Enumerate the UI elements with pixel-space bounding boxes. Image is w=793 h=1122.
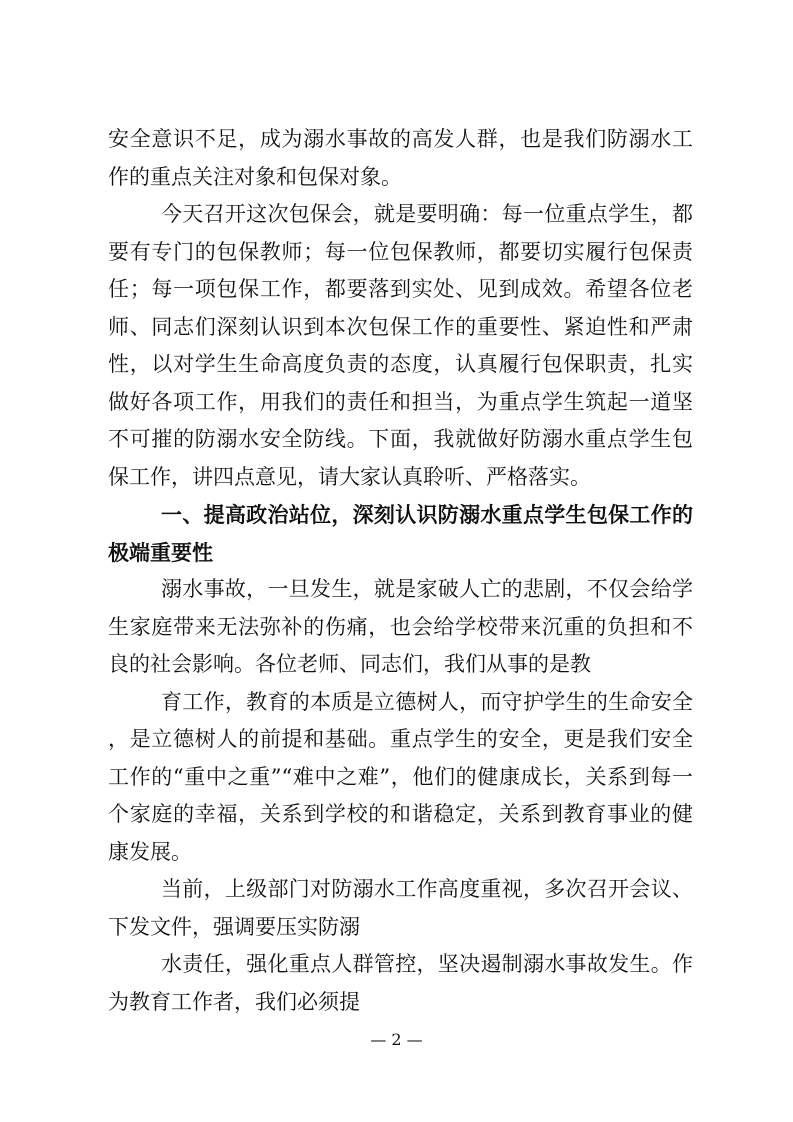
page-number: — 2 —: [370, 1030, 423, 1049]
text-line: 不可摧的防溺水安全防线。下面，我就做好防溺水重点学生包: [108, 427, 693, 451]
text-line: 保工作，讲四点意见，请大家认真聆听、严格落实。: [108, 464, 591, 489]
text-line: 性，以对学生生命高度负责的态度，认真履行包保职责，扎实: [108, 352, 693, 376]
text-line: 极端重要性: [108, 539, 213, 565]
text-line: 个家庭的幸福，关系到学校的和谐稳定，关系到教育事业的健: [108, 802, 693, 826]
text-line: 今天召开这次包保会，就是要明确：每一位重点学生，都: [161, 202, 693, 226]
text-line: 一、提高政治站位，深刻认识防溺水重点学生包保工作的: [161, 502, 693, 527]
paragraph: [108, 946, 693, 1021]
text-line: 安全意识不足，成为溺水事故的高发人群，也是我们防溺水工: [108, 127, 693, 151]
paragraph: [108, 684, 693, 872]
text-line: 育工作，教育的本质是立德树人，而守护学生的生命安全: [161, 689, 693, 714]
text-line: ，是立德树人的前提和基础。重点学生的安全，更是我们安全: [108, 727, 693, 751]
text-line: 工作的“重中之重”“难中之难”，他们的健康成长，关系到每一: [108, 764, 693, 789]
text-line: 生家庭带来无法弥补的伤痛，也会给学校带来沉重的负担和不: [108, 614, 693, 639]
paragraph: [108, 121, 693, 196]
text-line: 当前，上级部门对防溺水工作高度重视，多次召开会议、: [161, 877, 693, 901]
text-line: 良的社会影响。各位老师、同志们，我们从事的是教: [108, 652, 591, 676]
text-line: 做好各项工作，用我们的责任和担当，为重点学生筑起一道坚: [108, 389, 693, 414]
document-body: [108, 121, 693, 1021]
paragraph: [108, 196, 693, 496]
text-line: 作的重点关注对象和包保对象。: [108, 164, 402, 189]
text-line: 要有专门的包保教师；每一位包保教师，都要切实履行包保责: [108, 239, 693, 264]
text-line: 师、同志们深刻认识到本次包保工作的重要性、紧迫性和严肃: [108, 314, 693, 339]
text-line: 康发展。: [108, 839, 192, 864]
text-line: 为教育工作者，我们必须提: [108, 989, 360, 1014]
text-line: 下发文件，强调要压实防溺: [108, 914, 360, 939]
text-line: 任；每一项包保工作，都要落到实处、见到成效。希望各位老: [108, 277, 693, 301]
text-line: 溺水事故，一旦发生，就是家破人亡的悲剧，不仅会给学: [161, 577, 693, 601]
text-line: 水责任，强化重点人群管控，坚决遏制溺水事故发生。作: [161, 952, 693, 976]
paragraph: [108, 871, 693, 946]
section-heading: [108, 496, 693, 571]
paragraph: [108, 571, 693, 684]
